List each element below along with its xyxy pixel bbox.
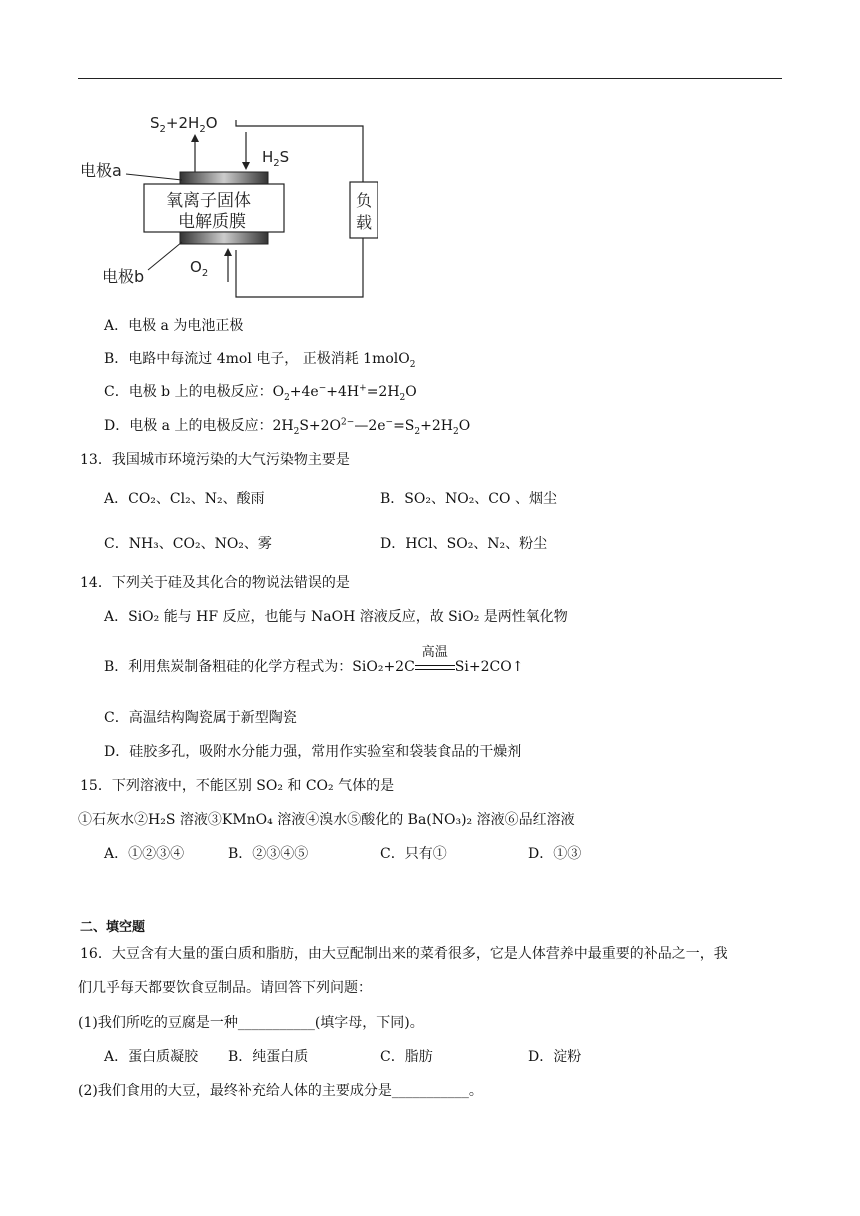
q13-option-d: D．HCl、SO₂、N₂、粉尘: [380, 536, 548, 552]
membrane-text-2: 电解质膜: [178, 212, 246, 232]
q12-option-b: [104, 349, 415, 369]
reaction-condition: [415, 645, 455, 677]
q16-option-c: C．脂肪: [380, 1049, 433, 1065]
q12-d-5: −: [385, 417, 394, 428]
q15-option-d: D．①③: [528, 846, 582, 862]
q12-d-1: D．电极 a 上的电极反应：2H: [104, 418, 294, 434]
q16-option-d: D．淀粉: [528, 1049, 582, 1065]
q14-b-suffix: Si+2CO↑: [454, 659, 524, 675]
q12-c-6: =2H: [366, 384, 400, 400]
q12-c-5: +: [359, 383, 367, 394]
q14-stem: 14．下列关于硅及其化合的物说法错误的是: [80, 575, 350, 591]
header-rule: [78, 78, 782, 79]
q16-sub1: (1)我们所吃的豆腐是一种___________(填字母，下同)。: [78, 1015, 424, 1031]
q12-c-4: +4H: [326, 384, 360, 400]
q16-stem-line2: 们几乎每天都要饮食豆制品。请回答下列问题：: [78, 980, 372, 996]
q12-c-7: O: [405, 384, 417, 400]
membrane-text-1: 氧离子固体: [166, 191, 251, 211]
q12-option-d: D．电极 a 上的电极反应：$2H_2S+2O^{2-}—2e^-=S_2+2H_2O$: [104, 417, 471, 437]
q12-c-1: C．电极 b 上的电极反应：O: [104, 384, 285, 400]
section-heading: 二、填空题: [80, 920, 146, 935]
reaction-condition-text: 高温: [421, 645, 448, 660]
q13-option-c: C．NH₃、CO₂、NO₂、雾: [104, 536, 272, 552]
q12-d-2: S+2O: [299, 418, 342, 434]
q12-option-b-text: B．电路中每流过 4mol 电子， 正极消耗 1molO: [104, 351, 410, 367]
q12-d-7: +2H: [420, 418, 453, 434]
diagram-top-right-label: $H_2S$: [262, 148, 290, 169]
q15-option-b: B．②③④⑤: [228, 846, 309, 862]
q15-option-a: A．①②③④: [104, 846, 185, 862]
q13-option-b: B．SO₂、NO₂、CO 、烟尘: [380, 491, 557, 507]
q12-option-a: A．电极 a 为电池正极: [104, 318, 244, 334]
q14-option-b: [104, 645, 524, 677]
q15-option-c: C．只有①: [380, 846, 447, 862]
load-label-1: 负: [356, 191, 373, 210]
q15-stem: 15．下列溶液中，不能区别 SO₂ 和 CO₂ 气体的是: [80, 778, 395, 794]
q13-stem: 13．我国城市环境污染的大气污染物主要是: [80, 452, 350, 468]
q16-option-a: A．蛋白质凝胶: [104, 1049, 199, 1065]
electrode-b-bar: [180, 232, 268, 244]
q12-d-6: =S: [393, 418, 415, 434]
q14-option-c: C．高温结构陶瓷属于新型陶瓷: [104, 710, 297, 726]
electrolysis-cell-diagram: [78, 110, 378, 300]
electrode-a-bar: [180, 172, 268, 184]
q16-stem-line1: 16．大豆含有大量的蛋白质和脂肪，由大豆配制出来的菜肴很多，它是人体营养中最重要的补品之一，我: [80, 946, 728, 962]
diagram-bottom-label: $O_2$: [190, 258, 209, 279]
diagram-top-left-label: $S_2+2H_2O$: [150, 114, 218, 135]
q16-option-b: B．纯蛋白质: [228, 1049, 309, 1065]
q12-c-2: +4e: [289, 384, 319, 400]
q14-option-d: D．硅胶多孔，吸附水分能力强，常用作实验室和袋装食品的干燥剂: [104, 744, 522, 760]
q13-option-a: A．CO₂、Cl₂、N₂、酸雨: [104, 491, 265, 507]
q12-option-b-sub: 2: [409, 359, 416, 370]
q12-option-c: C．电极 b 上的电极反应：$O_2+4e^-+4H^+=2H_2O$: [104, 383, 417, 403]
q12-c-3: −: [318, 383, 327, 394]
q15-items: ①石灰水②H₂S 溶液③KMnO₄ 溶液④溴水⑤酸化的 Ba(NO₃)₂ 溶液⑥品红溶液: [78, 812, 575, 828]
q14-option-a: A．SiO₂ 能与 HF 反应，也能与 NaOH 溶液反应，故 SiO₂ 是两性氧化物: [104, 609, 568, 625]
q12-d-4: —2e: [354, 418, 386, 434]
q12-d-8: O: [458, 418, 471, 434]
electrode-a-label: 电极a: [80, 161, 122, 180]
load-label-2: 载: [356, 213, 373, 232]
q16-sub2: (2)我们食用的大豆，最终补充给人体的主要成分是___________。: [78, 1083, 483, 1099]
q14-b-prefix: B．利用焦炭制备粗硅的化学方程式为：SiO₂+2C: [104, 659, 415, 675]
electrode-b-label: 电极b: [102, 267, 145, 286]
q12-d-3: 2−: [341, 417, 355, 428]
